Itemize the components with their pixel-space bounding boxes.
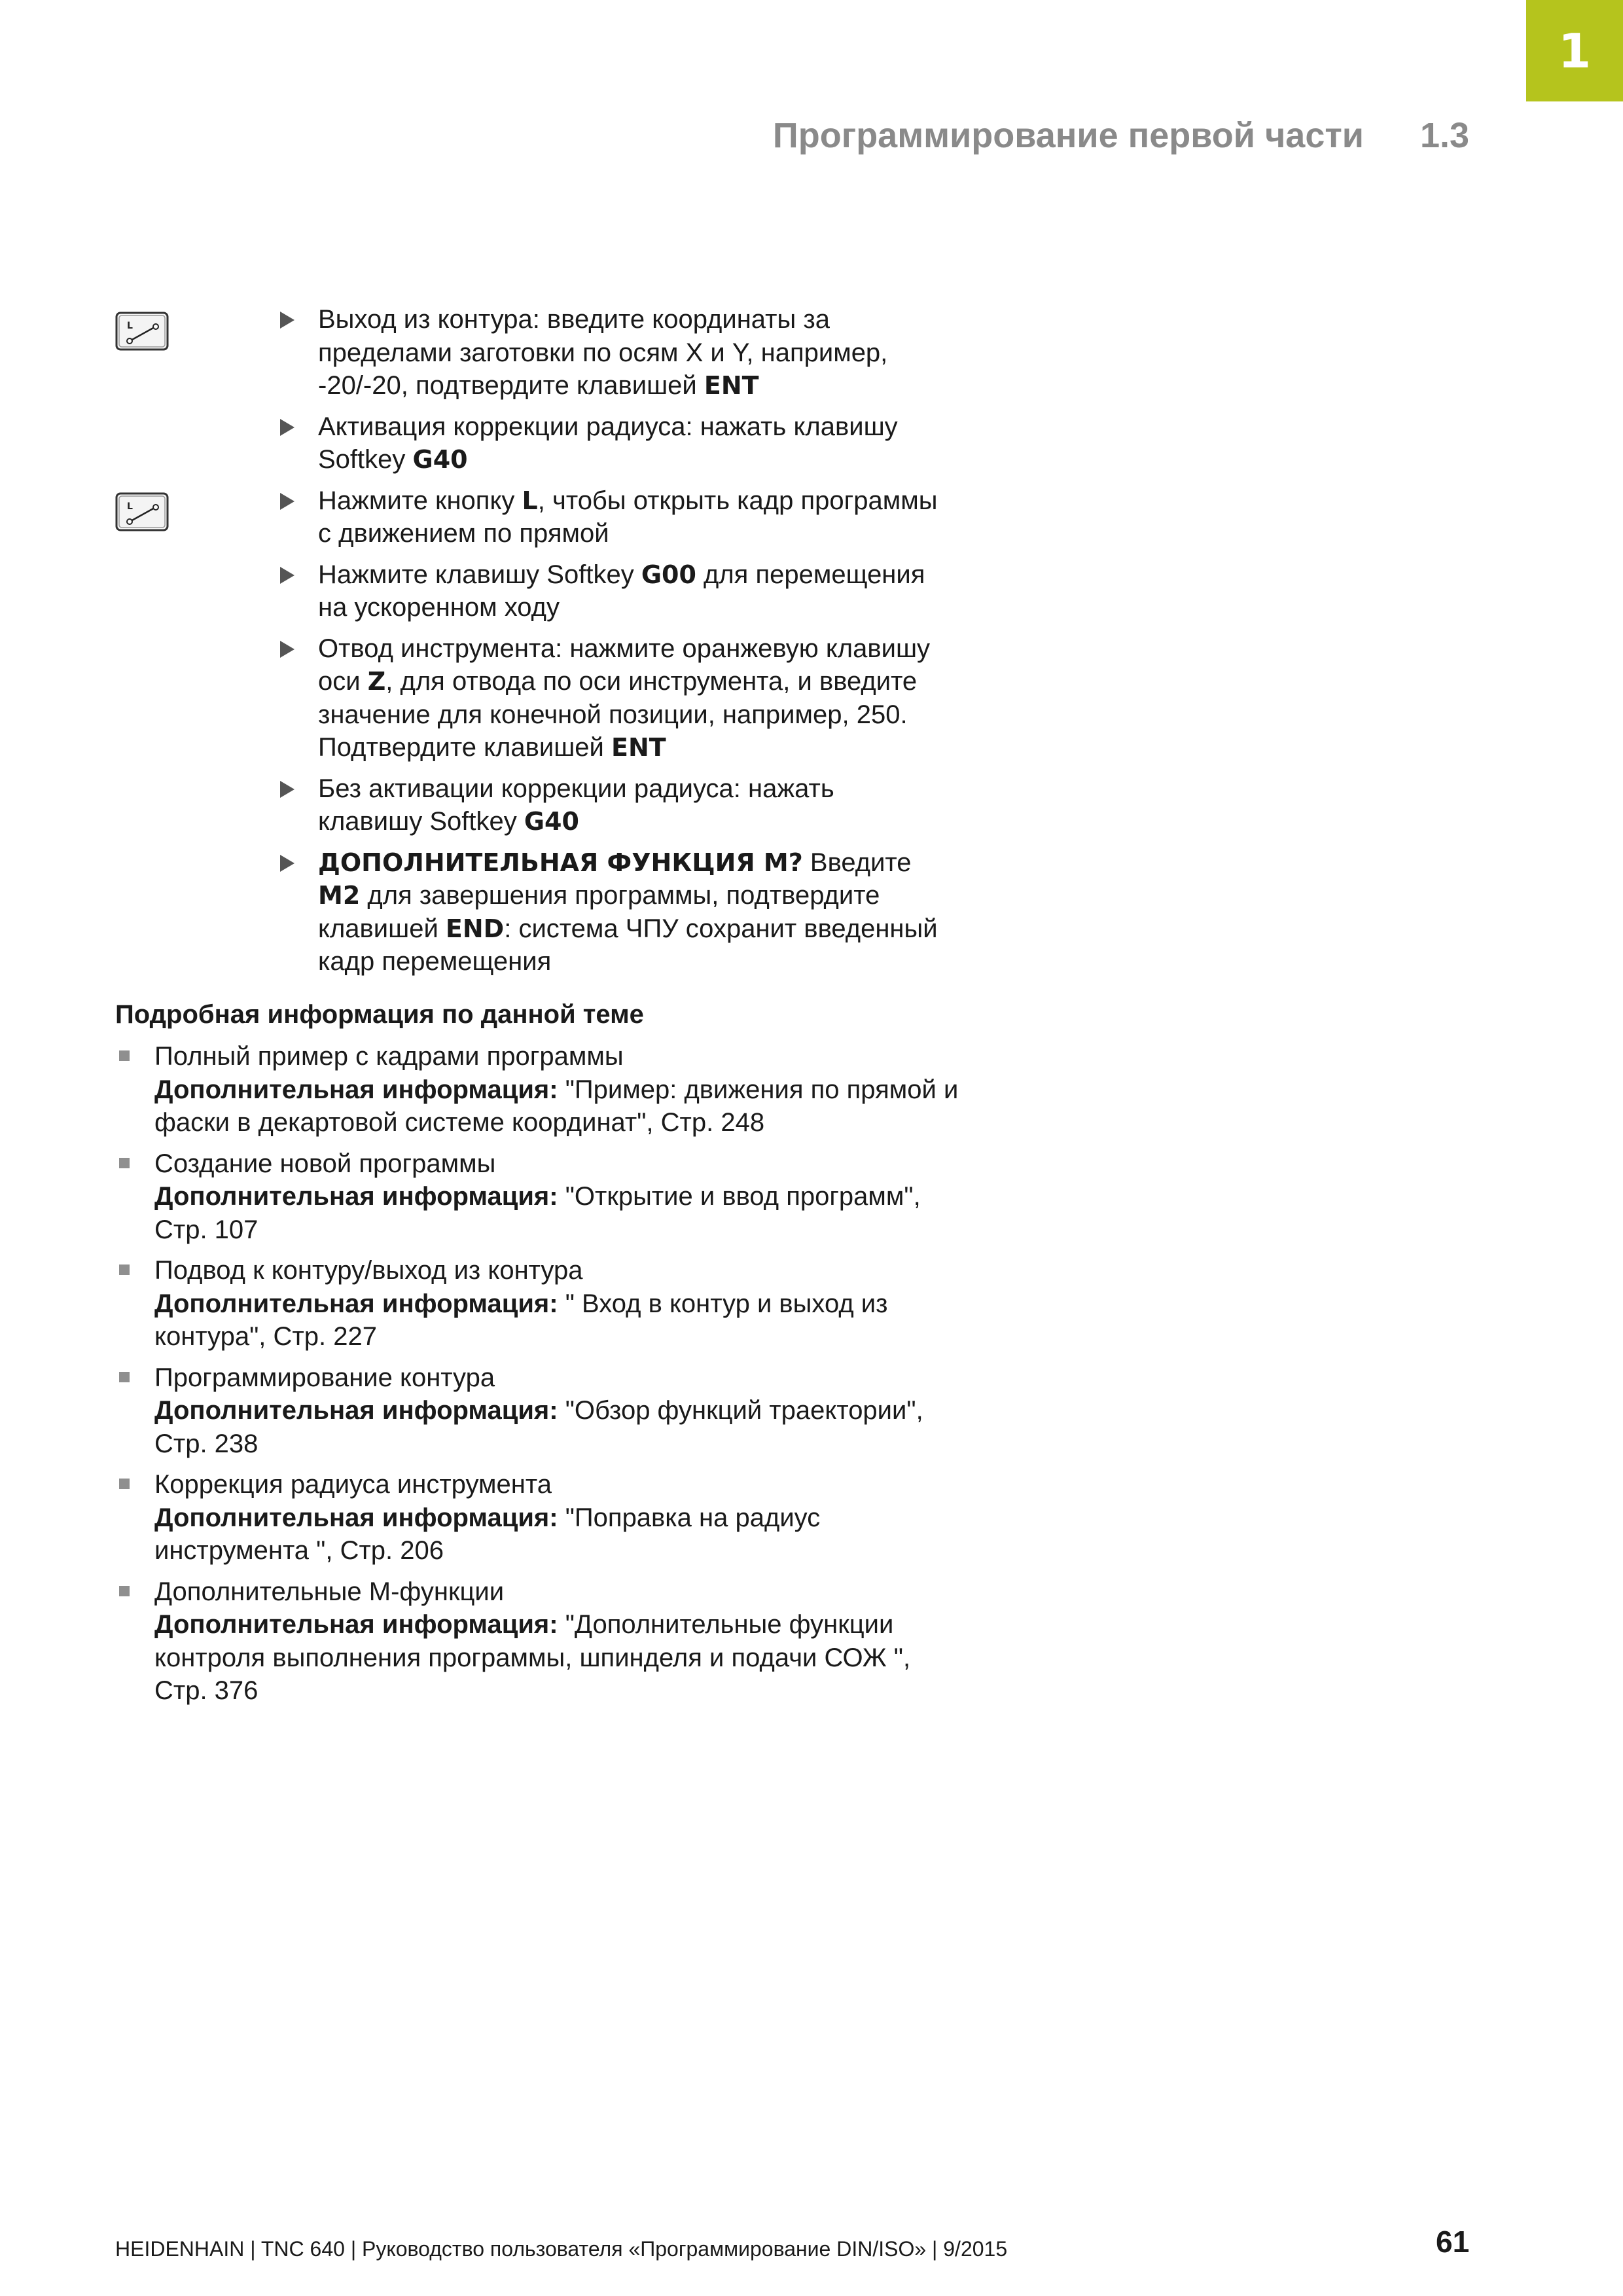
info-reference: " Вход в контур и выход из контура", Стр. 227 bbox=[154, 1289, 888, 1351]
step-text: Введите bbox=[802, 848, 912, 877]
square-bullet-icon bbox=[119, 1265, 130, 1275]
step-item bbox=[280, 632, 941, 764]
info-item-title: Дополнительные М-функции bbox=[154, 1577, 505, 1606]
arrow-icon bbox=[280, 641, 294, 658]
info-reference: "Открытие и ввод программ", Стр. 107 bbox=[154, 1182, 921, 1244]
svg-text:L: L bbox=[127, 501, 133, 512]
info-label: Дополнительная информация: bbox=[154, 1503, 558, 1532]
step-item bbox=[280, 303, 941, 403]
info-label: Дополнительная информация: bbox=[154, 1396, 558, 1425]
info-label: Дополнительная информация: bbox=[154, 1075, 558, 1104]
page-number: 61 bbox=[1436, 2225, 1470, 2259]
key-name: ENT bbox=[704, 371, 759, 400]
info-label: Дополнительная информация: bbox=[154, 1289, 558, 1318]
step-item bbox=[280, 772, 941, 838]
info-item bbox=[115, 1468, 966, 1568]
section-number: 1.3 bbox=[1420, 116, 1470, 155]
info-reference: "Обзор функций траектории", Стр. 238 bbox=[154, 1396, 923, 1458]
linear-move-key-icon bbox=[115, 312, 169, 351]
info-item bbox=[115, 1254, 966, 1354]
info-item-title: Коррекция радиуса инструмента bbox=[154, 1470, 552, 1499]
info-item-title: Подвод к контуру/выход из контура bbox=[154, 1256, 583, 1285]
square-bullet-icon bbox=[119, 1479, 130, 1489]
step-item bbox=[280, 558, 941, 624]
step-text: Нажмите клавишу Softkey bbox=[318, 560, 641, 589]
info-list bbox=[115, 1040, 966, 1715]
info-item bbox=[115, 1575, 966, 1708]
key-name: L bbox=[522, 486, 538, 515]
step-text: Отвод инструмента: нажмите оранжевую клавишу оси bbox=[318, 634, 931, 696]
arrow-icon bbox=[280, 567, 294, 584]
key-name: G40 bbox=[412, 445, 468, 474]
step-text: для перемещения на ускоренном ходу bbox=[318, 560, 925, 622]
info-item bbox=[115, 1040, 966, 1139]
key-name: G40 bbox=[524, 807, 579, 836]
step-text: Нажмите кнопку bbox=[318, 486, 522, 515]
info-reference: "Пример: движения по прямой и фаски в декартовой системе координат", Стр. 248 bbox=[154, 1075, 959, 1137]
arrow-icon bbox=[280, 781, 294, 798]
square-bullet-icon bbox=[119, 1158, 130, 1168]
step-item bbox=[280, 484, 941, 550]
step-item bbox=[280, 846, 941, 978]
linear-move-key-icon bbox=[115, 492, 169, 531]
arrow-icon bbox=[280, 493, 294, 510]
key-name: G00 bbox=[641, 560, 696, 589]
info-reference: "Поправка на радиус инструмента ", Стр. 206 bbox=[154, 1503, 821, 1565]
step-text: Выход из контура: введите координаты за пределами заготовки по осям X и Y, например, -20/-20, подтвердите клавишей bbox=[318, 305, 888, 400]
key-name: Z bbox=[367, 667, 386, 696]
chapter-tab: 1 bbox=[1526, 0, 1623, 101]
svg-text:L: L bbox=[127, 321, 133, 331]
arrow-icon bbox=[280, 312, 294, 329]
info-label: Дополнительная информация: bbox=[154, 1182, 558, 1211]
info-reference: "Дополнительные функции контроля выполнения программы, шпинделя и подачи СОЖ ", Стр. 376 bbox=[154, 1610, 911, 1705]
key-name: ДОПОЛНИТЕЛЬНАЯ ФУНКЦИЯ M? bbox=[318, 848, 803, 877]
info-item bbox=[115, 1147, 966, 1247]
arrow-icon bbox=[280, 419, 294, 436]
step-list bbox=[280, 303, 941, 986]
info-heading: Подробная информация по данной теме bbox=[115, 1000, 644, 1029]
info-item-title: Программирование контура bbox=[154, 1363, 495, 1392]
info-item-title: Создание новой программы bbox=[154, 1149, 496, 1178]
arrow-icon bbox=[280, 855, 294, 872]
step-text: , чтобы открыть кадр программы с движением по прямой bbox=[318, 486, 938, 548]
step-text: для завершения программы, подтвердите клавишей bbox=[318, 881, 880, 943]
step-text: Активация коррекции радиуса: нажать клавишу Softkey bbox=[318, 412, 898, 474]
step-text: Без активации коррекции радиуса: нажать клавишу Softkey bbox=[318, 774, 834, 836]
step-item bbox=[280, 410, 941, 476]
footer: HEIDENHAIN | TNC 640 | Руководство пользователя «Программирование DIN/ISO» | 9/2015 bbox=[115, 2237, 1008, 2261]
square-bullet-icon bbox=[119, 1586, 130, 1596]
square-bullet-icon bbox=[119, 1372, 130, 1382]
step-text: : система ЧПУ сохранит введенный кадр перемещения bbox=[318, 914, 938, 976]
section-title: Программирование первой части bbox=[772, 116, 1364, 155]
info-item bbox=[115, 1361, 966, 1461]
info-label: Дополнительная информация: bbox=[154, 1610, 558, 1639]
info-item-title: Полный пример с кадрами программы bbox=[154, 1042, 624, 1071]
key-name: ENT bbox=[611, 733, 666, 762]
key-name: END bbox=[445, 914, 505, 943]
step-text: , для отвода по оси инструмента, и введите значение для конечной позиции, например, 250. Подтвердите клавишей bbox=[318, 667, 918, 762]
key-name: M2 bbox=[318, 881, 361, 910]
square-bullet-icon bbox=[119, 1050, 130, 1061]
